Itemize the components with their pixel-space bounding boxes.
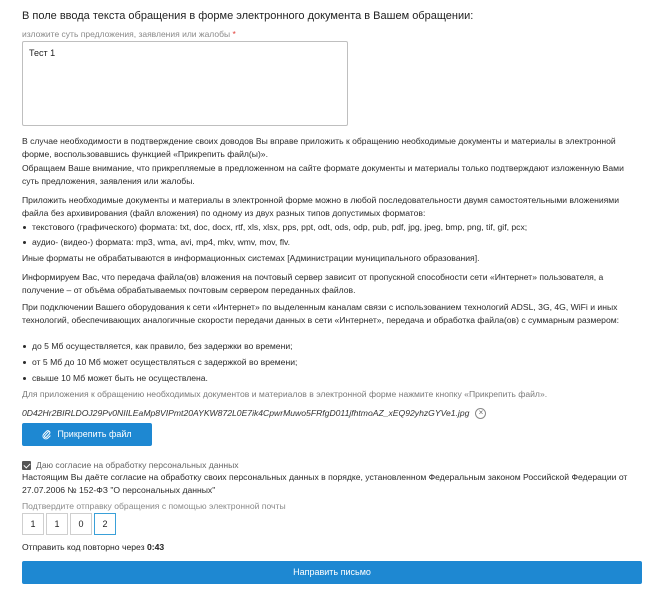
- consent-row: [22, 459, 239, 471]
- message-field-label: [22, 29, 236, 41]
- resend-timer: 0:43: [146, 542, 165, 552]
- notice-paragraph: Обращаем Ваше внимание, что прикрепляемые в предложенном на сайте формате документы и материалы только подтверждают изложенную Вами суть предложения, заявления или жалобы.: [22, 163, 624, 186]
- submit-button[interactable]: Направить письмо: [22, 561, 642, 584]
- format-text-item: текстового (графического) формата: txt, doc, docx, rtf, xls, xlsx, pps, ppt, odt, ods, odp, pub, pdf, jpg, jpeg, bmp, png, tif, gif, pcx;: [22, 221, 637, 234]
- consent-text: Настоящим Вы даёте согласие на обработку своих персональных данных в порядке, установленном Федеральным законом Российской Федерации от 27.07.2006 № 152-ФЗ "О персональных данных": [22, 472, 628, 495]
- code-digit-4[interactable]: 2: [94, 513, 116, 535]
- attached-file-name: 0D42Hr2BIRLDOJ29Pv0NIILEaMp8VIPmt20AYKW872L0E7ik4CpwrMuwo5FRfgD011jfhtmoAZ_xEQ92yhzGYVe1.jpg: [22, 408, 470, 418]
- size-item-1: до 5 Мб осуществляется, как правило, без задержки во времени;: [22, 340, 637, 353]
- size-item-3: свыше 10 Мб может быть не осуществлена.: [22, 372, 637, 385]
- resend-code: [22, 541, 164, 553]
- message-field-label-text: изложите суть предложения, заявления или жалобы: [22, 29, 231, 39]
- attached-file: [22, 407, 486, 419]
- attach-hint: Для приложения к обращению необходимых документов и материалов в электронной форме нажмите кнопку «Прикрепить файл».: [22, 389, 548, 399]
- other-formats-paragraph: Иные форматы не обрабатываются в информационных системах [Администрации муниципального образования].: [22, 253, 480, 263]
- size-item-2: от 5 Мб до 10 Мб может осуществляться с задержкой во времени;: [22, 356, 637, 369]
- code-input-group: [22, 513, 116, 535]
- resend-text: Отправить код повторно через: [22, 542, 145, 552]
- attach-file-button-label: Прикрепить файл: [57, 429, 132, 440]
- code-digit-2[interactable]: 1: [46, 513, 68, 535]
- attach-file-button[interactable]: [22, 423, 152, 446]
- transfer-info-paragraph: Информируем Вас, что передача файла(ов) вложения на почтовый сервер зависит от пропускной способности сети «Интернет» пользователя, а получение – от объёма обрабатываемых почтовым сервером переданных файлов.: [22, 272, 604, 295]
- paperclip-icon: [42, 429, 51, 440]
- code-digit-1[interactable]: 1: [22, 513, 44, 535]
- message-textarea[interactable]: Тест 1: [22, 41, 348, 126]
- confirmation-label: Подтвердите отправку обращения с помощью электронной почты: [22, 501, 286, 511]
- form-heading: В поле ввода текста обращения в форме электронного документа в Вашем обращении:: [22, 10, 474, 22]
- attach-info-paragraph: В случае необходимости в подтверждение своих доводов Вы вправе приложить к обращению необходимые документы и материалы в электронной форме, воспользовавшись функцией «Прикрепить файл(ы)».: [22, 136, 616, 159]
- format-media-item: аудио- (видео-) формата: mp3, wma, avi, mp4, mkv, wmv, mov, flv.: [22, 236, 637, 249]
- connection-info-paragraph: При подключении Вашего оборудования к сети «Интернет» по выделенным каналам связи с использованием технологий ADSL, 3G, 4G, WiFi и иных технологий, обеспечивающих аналогичные скорости передачи данных в сети «Интернет», передача и обработка файла(ов) с суммарным размером:: [22, 302, 620, 325]
- consent-label: Даю согласие на обработку персональных данных: [36, 460, 239, 470]
- consent-checkbox[interactable]: [22, 461, 31, 470]
- formats-intro-paragraph: Приложить необходимые документы и материалы в электронной форме можно в любой последовательности двумя самостоятельными вложениями файла без архивирования (файл вложения) по одному из двух разных типов допустимых форматов:: [22, 195, 620, 218]
- required-mark: *: [232, 29, 236, 39]
- remove-file-icon[interactable]: ×: [475, 408, 486, 419]
- code-digit-3[interactable]: 0: [70, 513, 92, 535]
